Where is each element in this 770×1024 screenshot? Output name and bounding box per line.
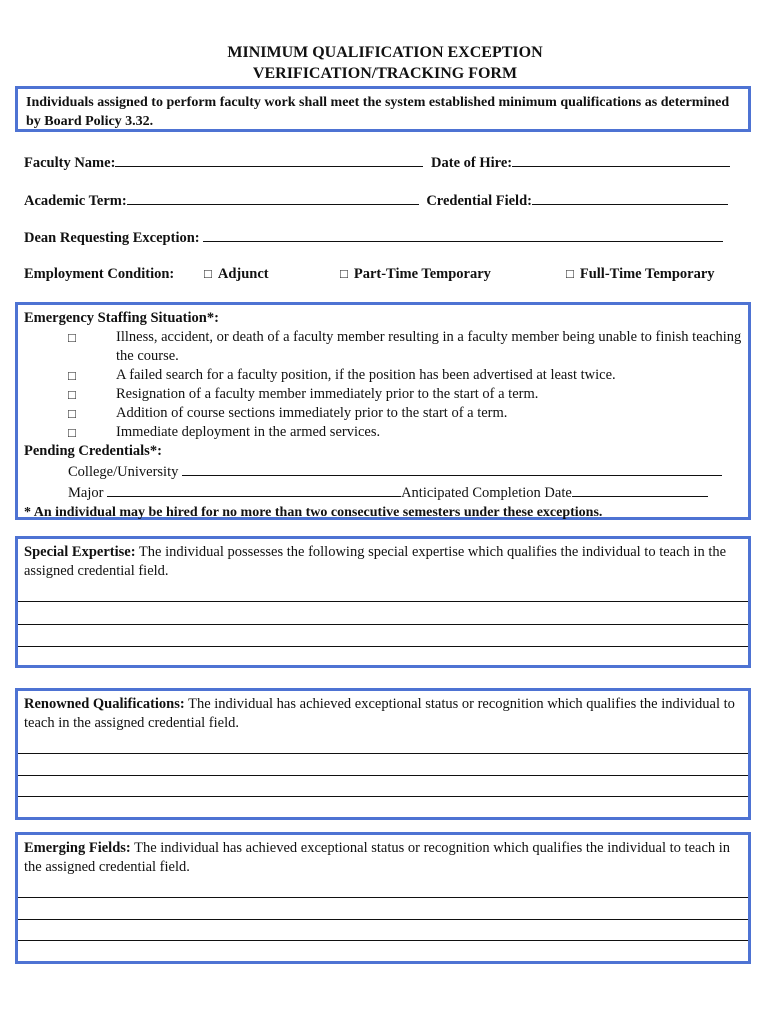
emergency-item[interactable] — [24, 328, 742, 366]
major-row — [24, 482, 742, 503]
special-expertise-line-3[interactable] — [18, 646, 748, 647]
employment-label: Employment Condition: — [24, 266, 175, 282]
option-label: Adjunct — [217, 266, 269, 282]
checkbox-icon: □ — [68, 406, 76, 421]
option-label: Full-Time Temporary — [579, 266, 715, 282]
employment-option-adjunct[interactable] — [204, 265, 269, 283]
special-expertise-description: The individual possesses the following special expertise which qualifies the individual to teach in the assigned credential field. — [24, 544, 727, 579]
credential-field-label: Credential Field: — [426, 193, 532, 209]
emerging-text — [24, 839, 742, 877]
date-of-hire-field[interactable] — [512, 152, 730, 167]
special-expertise-text — [24, 543, 742, 581]
emerging-description: The individual has achieved exceptional status or recognition which qualifies the individual to teach in the assigned credential field. — [24, 840, 731, 875]
renowned-description: The individual has achieved exceptional status or recognition which qualifies the individual to teach in the assigned credential field. — [24, 696, 735, 731]
checkbox-icon: □ — [68, 368, 76, 383]
renowned-text — [24, 695, 742, 733]
row-faculty-name — [24, 152, 746, 172]
emerging-fields-box — [15, 832, 751, 964]
emergency-item[interactable] — [24, 423, 742, 442]
emergency-item-label: Illness, accident, or death of a faculty member resulting in a faculty member being unable to finish teaching the course. — [116, 329, 742, 364]
completion-date-field[interactable] — [572, 482, 708, 497]
special-expertise-box — [15, 536, 751, 668]
faculty-name-label: Faculty Name: — [24, 155, 116, 171]
employment-option-full-time[interactable] — [566, 265, 715, 283]
dean-label: Dean Requesting Exception: — [24, 230, 200, 246]
renowned-heading: Renowned Qualifications: — [24, 696, 185, 712]
row-dean — [24, 227, 746, 247]
employment-option-part-time[interactable] — [340, 265, 491, 283]
academic-term-label: Academic Term: — [24, 193, 127, 209]
row-employment — [24, 265, 746, 285]
intro-text: Individuals assigned to perform faculty work shall meet the system established minimum qualifications as determined by Board Policy 3.32. — [26, 95, 730, 129]
emerging-heading: Emerging Fields: — [24, 840, 131, 856]
emergency-item-label: Addition of course sections immediately prior to the start of a term. — [116, 405, 508, 421]
checkbox-icon: □ — [340, 266, 348, 281]
emergency-item-label: A failed search for a faculty position, if the position has been advertised at least twice. — [116, 367, 616, 383]
renowned-line-2[interactable] — [18, 775, 748, 776]
emergency-item-label: Immediate deployment in the armed services. — [116, 424, 381, 440]
row-academic-term — [24, 190, 746, 210]
pending-heading: Pending Credentials*: — [24, 443, 162, 459]
college-row — [24, 461, 742, 482]
emergency-heading: Emergency Staffing Situation*: — [24, 310, 219, 326]
college-label: College/University — [68, 464, 179, 480]
academic-term-field[interactable] — [127, 190, 419, 205]
faculty-name-field[interactable] — [115, 152, 423, 167]
checkbox-icon: □ — [204, 266, 212, 281]
special-expertise-line-1[interactable] — [18, 601, 748, 602]
emergency-item[interactable] — [24, 385, 742, 404]
credential-field-field[interactable] — [532, 190, 728, 205]
major-label: Major — [68, 485, 104, 501]
renowned-line-1[interactable] — [18, 753, 748, 754]
emergency-item-label: Resignation of a faculty member immediately prior to the start of a term. — [116, 386, 539, 402]
major-field[interactable] — [107, 482, 401, 497]
checkbox-icon: □ — [566, 266, 574, 281]
title-line-1: MINIMUM QUALIFICATION EXCEPTION — [227, 44, 543, 61]
special-expertise-line-2[interactable] — [18, 624, 748, 625]
form-title — [0, 42, 770, 84]
emerging-line-3[interactable] — [18, 940, 748, 941]
emergency-footnote: * An individual may be hired for no more than two consecutive semesters under these exceptions. — [24, 505, 603, 520]
title-line-2: VERIFICATION/TRACKING FORM — [252, 65, 518, 82]
emerging-line-2[interactable] — [18, 919, 748, 920]
checkbox-icon: □ — [68, 387, 76, 402]
emerging-line-1[interactable] — [18, 897, 748, 898]
dean-field[interactable] — [203, 227, 723, 242]
emergency-item[interactable] — [24, 404, 742, 423]
renowned-qualifications-box — [15, 688, 751, 820]
date-of-hire-label: Date of Hire: — [431, 155, 513, 171]
option-label: Part-Time Temporary — [353, 266, 491, 282]
emergency-item[interactable] — [24, 366, 742, 385]
intro-box — [15, 86, 751, 132]
checkbox-icon: □ — [68, 425, 76, 440]
special-expertise-heading: Special Expertise: — [24, 544, 136, 560]
emergency-staffing-box — [15, 302, 751, 520]
college-field[interactable] — [182, 461, 722, 476]
renowned-line-3[interactable] — [18, 796, 748, 797]
completion-date-label: Anticipated Completion Date — [401, 485, 572, 501]
checkbox-icon: □ — [68, 330, 76, 345]
